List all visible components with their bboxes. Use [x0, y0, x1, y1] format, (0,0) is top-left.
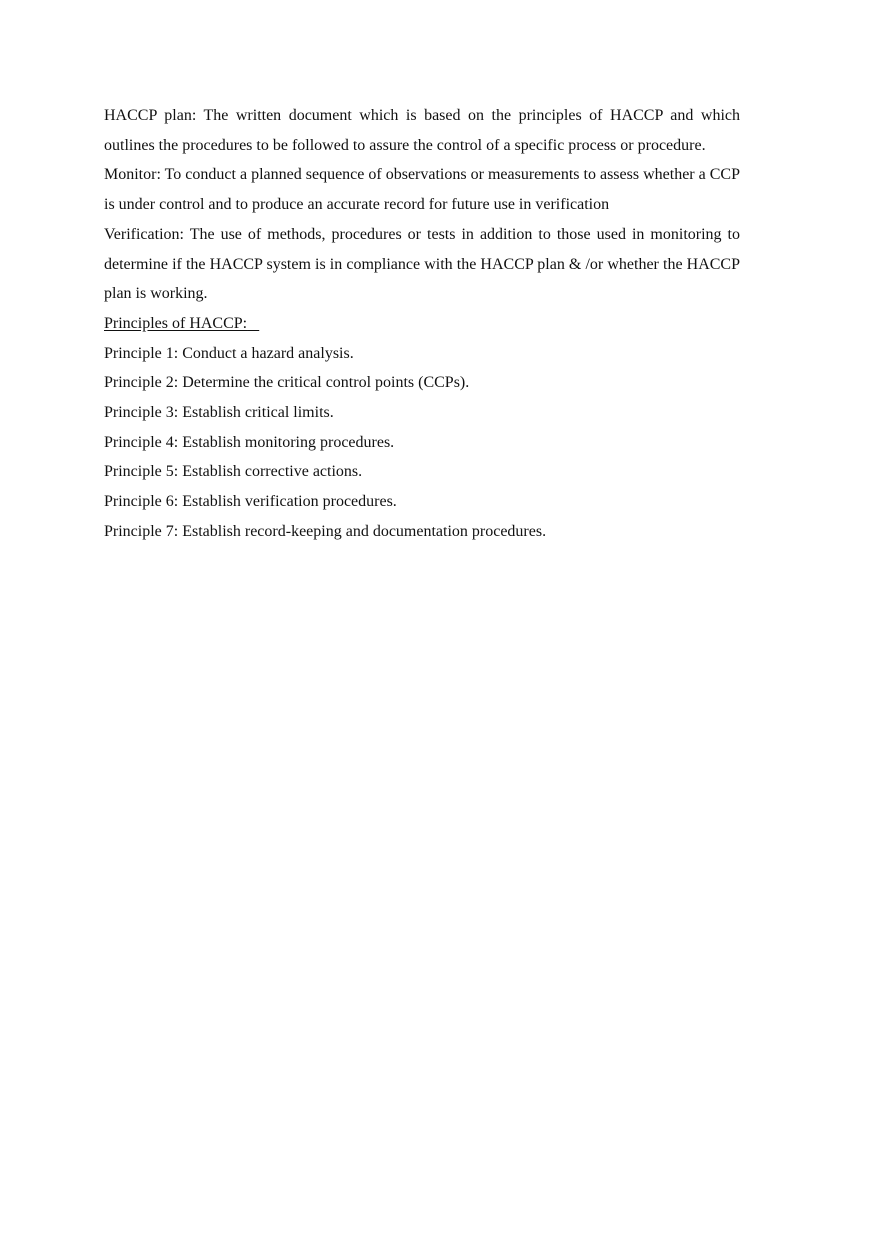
principle-item-6: Principle 6: Establish verification procedures. [104, 493, 397, 511]
heading-underline-trail [247, 315, 259, 332]
principle-item-7: Principle 7: Establish record-keeping and documentation procedures. [104, 522, 547, 540]
principle-item-3: Principle 3: Establish critical limits. [104, 404, 334, 422]
principles-heading [104, 309, 740, 339]
principles-heading-text: Principles of HACCP: [104, 314, 248, 332]
principles-list [104, 339, 740, 547]
principle-item-4: Principle 4: Establish monitoring procedures. [104, 433, 395, 451]
principle-item-5: Principle 5: Establish corrective actions. [104, 463, 363, 481]
principle-item-1: Principle 1: Conduct a hazard analysis. [104, 344, 354, 362]
definition-verification: Verification: The use of methods, procedures or tests in addition to those used in monitoring to determine if the HACCP system is in compliance with the HACCP plan & /or whether the HACCP plan is working. [104, 225, 740, 303]
document-body [104, 101, 740, 547]
definition-haccp-plan: HACCP plan: The written document which is based on the principles of HACCP and which outlines the procedures to be followed to assure the control of a specific process or procedure. [104, 107, 740, 154]
principle-item-2: Principle 2: Determine the critical control points (CCPs). [104, 374, 470, 392]
definition-monitor: Monitor: To conduct a planned sequence of observations or measurements to assess whether a CCP is under control and to produce an accurate record for future use in verification [104, 166, 740, 214]
